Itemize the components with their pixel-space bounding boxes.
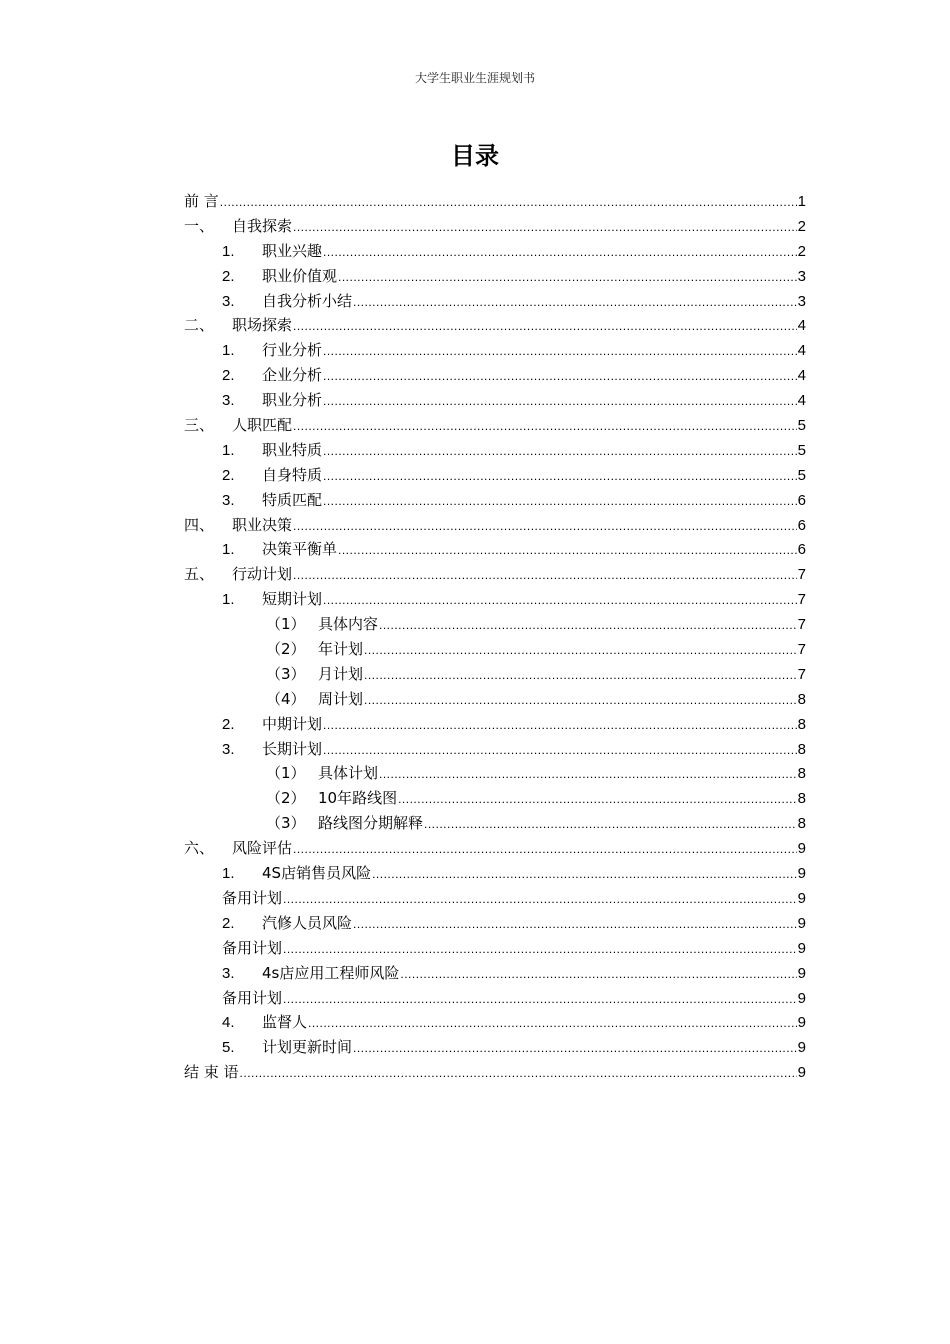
toc-leader-dots: [323, 489, 797, 514]
toc-leader-dots: [293, 215, 797, 240]
toc-entry-number: 2.: [222, 715, 235, 733]
toc-entry-label: 自我探索: [232, 216, 293, 235]
toc-entry-number: 3.: [222, 740, 235, 758]
toc-leader-dots: [240, 1061, 797, 1086]
toc-entry[interactable]: [184, 886, 806, 911]
toc-entry[interactable]: [184, 438, 806, 463]
toc-leader-dots: [353, 290, 797, 315]
toc-entry-number: 3.: [222, 964, 235, 982]
toc-entry[interactable]: [184, 363, 806, 388]
toc-entry-page-number: 9: [797, 964, 806, 982]
toc-entry-number: （2）: [266, 640, 306, 659]
toc-entry-page-number: 9: [797, 840, 806, 858]
toc-entry[interactable]: [184, 1060, 806, 1085]
toc-entry[interactable]: [184, 189, 806, 214]
toc-leader-dots: [364, 688, 797, 713]
toc-entry-number: 3.: [222, 392, 235, 410]
toc-entry-label: 决策平衡单: [262, 540, 338, 559]
toc-entry-label: 具体内容: [318, 615, 379, 634]
toc-entry[interactable]: [184, 911, 806, 936]
toc-entry[interactable]: [184, 662, 806, 687]
toc-entry-label: 职场探索: [232, 316, 293, 335]
toc-entry-label: 前 言: [184, 192, 219, 210]
toc-entry-page-number: 9: [797, 865, 806, 883]
toc-leader-dots: [220, 190, 797, 215]
toc-entry[interactable]: [184, 562, 806, 587]
toc-entry[interactable]: [184, 388, 806, 413]
toc-entry-label: 备用计划: [222, 938, 283, 957]
toc-leader-dots: [283, 987, 797, 1012]
toc-leader-dots: [293, 563, 797, 588]
toc-entry-page-number: 4: [797, 392, 806, 410]
toc-entry[interactable]: [184, 986, 806, 1011]
toc-entry-page-number: 8: [797, 740, 806, 758]
toc-entry-label: 自身特质: [262, 465, 323, 484]
toc-entry-label: 备用计划: [222, 888, 283, 907]
toc-entry-number: 3.: [222, 292, 235, 310]
toc-entry-label: 结 束 语: [184, 1063, 239, 1082]
toc-entry-page-number: 2: [797, 217, 806, 235]
toc-entry-label: 特质匹配: [262, 490, 323, 509]
toc-entry-label: 10年路线图: [318, 789, 398, 808]
toc-entry[interactable]: [184, 811, 806, 836]
toc-leader-dots: [283, 887, 797, 912]
toc-entry[interactable]: [184, 612, 806, 637]
toc-entry-label: 自我分析小结: [262, 291, 353, 310]
toc-entry[interactable]: [184, 413, 806, 438]
toc-entry[interactable]: [184, 836, 806, 861]
toc-entry-page-number: 9: [797, 989, 806, 1007]
toc-entry-number: 2.: [222, 267, 235, 285]
toc-leader-dots: [293, 514, 797, 539]
page-header: 大学生职业生涯规划书: [414, 71, 535, 85]
toc-entry[interactable]: [184, 513, 806, 538]
toc-leader-dots: [323, 364, 797, 389]
toc-entry-number: （1）: [266, 615, 306, 634]
toc-leader-dots: [323, 339, 797, 364]
toc-entry-label: 汽修人员风险: [262, 913, 353, 932]
toc-entry[interactable]: [184, 587, 806, 612]
toc-entry[interactable]: [184, 637, 806, 662]
toc-entry-page-number: 7: [797, 641, 806, 659]
toc-entry[interactable]: [184, 936, 806, 961]
toc-leader-dots: [323, 738, 797, 763]
toc-leader-dots: [323, 389, 797, 414]
toc-entry-label: 备用计划: [222, 988, 283, 1007]
toc-entry-number: 1.: [222, 541, 235, 559]
toc-entry-page-number: 8: [797, 815, 806, 833]
toc-entry-label: 职业特质: [262, 440, 323, 459]
toc-entry-page-number: 4: [797, 367, 806, 385]
toc-entry-label: 职业兴趣: [262, 241, 323, 260]
toc-entry-number: （3）: [266, 814, 306, 833]
toc-leader-dots: [323, 588, 797, 613]
toc-entry-label: 职业分析: [262, 391, 323, 410]
toc-entry-label: 监督人: [262, 1013, 308, 1032]
toc-entry-number: （4）: [266, 689, 306, 708]
toc-entry[interactable]: [184, 239, 806, 264]
toc-leader-dots: [400, 962, 796, 987]
toc-entry[interactable]: [184, 861, 806, 886]
toc-leader-dots: [424, 812, 797, 837]
toc-entry[interactable]: [184, 338, 806, 363]
toc-entry-page-number: 8: [797, 765, 806, 783]
toc-entry-label: 周计划: [318, 689, 364, 708]
toc-entry-page-number: 7: [797, 566, 806, 584]
toc-entry-number: 2.: [222, 914, 235, 932]
toc-leader-dots: [379, 613, 797, 638]
toc-leader-dots: [323, 240, 797, 265]
toc-leader-dots: [379, 762, 797, 787]
toc-entry-page-number: 1: [797, 193, 806, 210]
toc-leader-dots: [372, 862, 797, 887]
table-of-contents: [184, 189, 806, 1085]
toc-entry[interactable]: [184, 1035, 806, 1060]
toc-entry[interactable]: [184, 289, 806, 314]
toc-entry-label: 计划更新时间: [262, 1038, 353, 1057]
toc-entry-label: 短期计划: [262, 590, 323, 609]
toc-entry-number: 1.: [222, 342, 235, 360]
toc-leader-dots: [398, 787, 797, 812]
toc-entry-page-number: 5: [797, 417, 806, 435]
toc-entry-label: 4S店销售员风险: [262, 864, 372, 883]
toc-entry-page-number: 7: [797, 616, 806, 634]
toc-entry-label: 年计划: [318, 640, 364, 659]
toc-entry-label: 中期计划: [262, 714, 323, 733]
toc-entry[interactable]: [184, 214, 806, 239]
toc-entry[interactable]: [184, 712, 806, 737]
toc-entry-label: 行业分析: [262, 341, 323, 360]
toc-entry-number: 二、: [184, 316, 215, 335]
toc-entry-page-number: 2: [797, 242, 806, 260]
toc-entry-page-number: 6: [797, 541, 806, 559]
toc-entry[interactable]: [184, 313, 806, 338]
toc-entry[interactable]: [184, 786, 806, 811]
toc-entry-label: 企业分析: [262, 366, 323, 385]
toc-entry-number: 三、: [184, 416, 215, 435]
toc-entry-page-number: 9: [797, 1064, 806, 1082]
toc-leader-dots: [353, 1036, 797, 1061]
toc-leader-dots: [283, 937, 797, 962]
toc-entry-page-number: 9: [797, 1014, 806, 1032]
toc-entry-page-number: 3: [797, 292, 806, 310]
toc-entry-page-number: 9: [797, 1039, 806, 1057]
toc-entry-label: 人职匹配: [232, 416, 293, 435]
toc-entry-number: （3）: [266, 664, 306, 683]
toc-entry[interactable]: [184, 463, 806, 488]
toc-entry-number: 4.: [222, 1014, 235, 1032]
toc-entry-page-number: 4: [797, 317, 806, 335]
toc-leader-dots: [364, 663, 797, 688]
toc-entry-page-number: 7: [797, 591, 806, 609]
toc-leader-dots: [364, 638, 797, 663]
toc-entry[interactable]: [184, 961, 806, 986]
toc-entry-number: 5.: [222, 1039, 235, 1057]
toc-entry-page-number: 9: [797, 939, 806, 957]
toc-entry-label: 路线图分期解释: [318, 814, 424, 833]
toc-entry-page-number: 3: [797, 267, 806, 285]
toc-entry-number: 六、: [184, 839, 215, 858]
toc-entry-number: 3.: [222, 491, 235, 509]
toc-entry-page-number: 9: [797, 914, 806, 932]
toc-leader-dots: [293, 314, 797, 339]
toc-entry-page-number: 5: [797, 466, 806, 484]
toc-entry-number: （1）: [266, 764, 306, 783]
toc-leader-dots: [293, 837, 797, 862]
toc-entry-number: 1.: [222, 441, 235, 459]
toc-entry[interactable]: [184, 687, 806, 712]
toc-entry-page-number: 9: [797, 889, 806, 907]
toc-leader-dots: [338, 538, 797, 563]
toc-entry-number: 2.: [222, 367, 235, 385]
toc-entry-number: 1.: [222, 242, 235, 260]
toc-entry-page-number: 8: [797, 690, 806, 708]
toc-entry-page-number: 7: [797, 665, 806, 683]
toc-entry[interactable]: [184, 761, 806, 786]
toc-entry[interactable]: [184, 537, 806, 562]
toc-entry-page-number: 8: [797, 715, 806, 733]
toc-entry-label: 具体计划: [318, 764, 379, 783]
toc-entry[interactable]: [184, 264, 806, 289]
toc-entry-label: 职业价值观: [262, 266, 338, 285]
toc-entry[interactable]: [184, 1010, 806, 1035]
toc-entry-number: 四、: [184, 515, 215, 534]
page-title: 目录: [451, 142, 499, 170]
toc-leader-dots: [293, 414, 797, 439]
toc-entry-label: 风险评估: [232, 839, 293, 858]
toc-entry-page-number: 6: [797, 491, 806, 509]
toc-entry-label: 职业决策: [232, 515, 293, 534]
toc-leader-dots: [308, 1011, 797, 1036]
toc-leader-dots: [323, 439, 797, 464]
toc-entry[interactable]: [184, 737, 806, 762]
toc-entry-label: 4s店应用工程师风险: [262, 963, 400, 982]
toc-entry-number: （2）: [266, 789, 306, 808]
toc-entry-number: 1.: [222, 591, 235, 609]
toc-entry-number: 五、: [184, 565, 215, 584]
toc-leader-dots: [323, 464, 797, 489]
toc-entry-page-number: 8: [797, 790, 806, 808]
toc-entry-number: 一、: [184, 216, 215, 235]
toc-entry-label: 长期计划: [262, 739, 323, 758]
toc-entry[interactable]: [184, 488, 806, 513]
toc-entry-number: 2.: [222, 466, 235, 484]
toc-leader-dots: [323, 713, 797, 738]
toc-entry-number: 1.: [222, 865, 235, 883]
toc-entry-label: 月计划: [318, 664, 364, 683]
toc-leader-dots: [353, 912, 797, 937]
toc-entry-page-number: 5: [797, 441, 806, 459]
toc-leader-dots: [338, 265, 797, 290]
toc-entry-page-number: 6: [797, 516, 806, 534]
toc-entry-label: 行动计划: [232, 565, 293, 584]
toc-entry-page-number: 4: [797, 342, 806, 360]
